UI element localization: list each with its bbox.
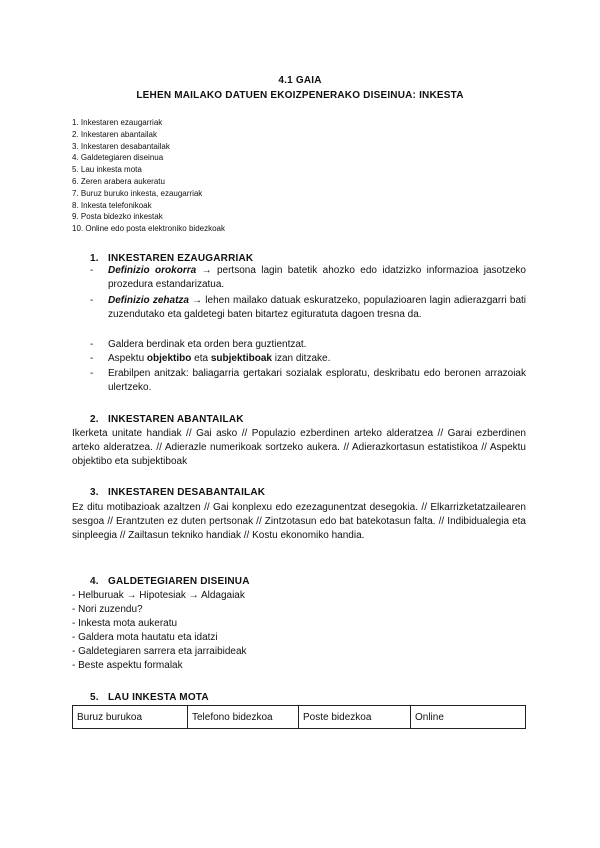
list-item: - Galdetegiaren sarrera eta jarraibideak [72,646,247,657]
toc-item: 10. Online edo posta elektroniko bidezkoak [72,224,225,234]
aspects-suffix: izan ditzake. [271,353,331,364]
table-cell: Poste bidezkoa [299,706,411,729]
section-3-heading [90,486,265,499]
section-5-heading [90,691,209,704]
disadvantages-paragraph: Ez ditu motibazioak azaltzen // Gai konplexu edo ezezagunentzat desegokia. // Elkarrizketatzailearen sesgoa // Erantzuten ez duten pertsonak // Zintzotasun edo bat batekotasun falta. // Indibidualegia eta sinpleegia // Zailtasun tekniko handiak // Kostu ekonomiko handia. [72,502,526,541]
toc-item: 5. Lau inkesta mota [72,165,142,175]
section-number: 5. [90,692,99,703]
list-item: - Galdera mota hautatu eta idatzi [72,632,218,643]
toc-item: 2. Inkestaren abantailak [72,129,157,139]
general-definition-text: → pertsona lagin batetik ahozko edo idatzizko informazioa jasotzeko prozedura estandarizatua. [108,265,526,290]
section-number: 4. [90,576,99,587]
bullet-dash: - [90,295,94,306]
toc-item: 8. Inkesta telefonikoak [72,200,152,210]
bullet-multiple-uses [90,367,526,395]
bullet-dash: - [90,368,94,379]
bullet-general-definition [90,264,526,292]
section-2-heading [90,413,244,426]
toc-item: 9. Posta bidezko inkestak [72,212,163,222]
section-title: INKESTAREN ABANTAILAK [108,414,244,425]
section-number: 2. [90,414,99,425]
bullet-aspects [90,352,526,366]
same-questions-text: Galdera berdinak eta orden bera guztientzat. [108,339,307,350]
toc-item: 7. Buruz buruko inkesta, ezaugarriak [72,188,203,198]
toc-item: 3. Inkestaren desabantailak [72,141,170,151]
bullet-dash: - [90,339,94,350]
aspects-subjective: subjektiboak [210,353,272,364]
multiple-uses-text: Erabilpen anitzak: baliagarria gertakari sozialak esploratu, deskribatu edo beronen arrazoiak ulertzeko. [108,368,526,393]
toc-item: 1. Inkestaren ezaugarriak [72,118,163,127]
table-row [73,706,526,729]
list-item: - Inkesta mota aukeratu [72,618,178,629]
aspects-prefix: Aspektu [108,353,147,364]
term-general-definition: Definizio orokorra [108,265,197,276]
section-number: 3. [90,487,99,498]
section-title: GALDETEGIAREN DISEINUA [108,576,250,587]
bullet-same-questions [90,338,526,352]
list-item: - Helburuak → Hipotesiak → Aldagaiak [72,590,245,601]
aspects-objective: objektibo [146,353,192,364]
section-title: LAU INKESTA MOTA [108,692,209,703]
aspects-middle: eta [191,353,211,364]
bullet-dash: - [90,265,94,276]
table-cell: Telefono bidezkoa [188,706,299,729]
document-header [0,74,600,102]
specific-definition-text: → lehen mailako datuak eskuratzeko, populazioaren lagin adierazgarri bati zuzendutako eta galdetegi baten bitartez egituratuta dagoen tresna da. [108,295,527,320]
section-4-heading [90,575,250,588]
list-item: - Beste aspektu formalak [72,660,183,671]
table-of-contents [72,117,225,235]
bullet-dash: - [90,353,94,364]
toc-item: 6. Zeren arabera aukeratu [72,176,165,186]
questionnaire-design-list [72,589,247,673]
table-cell: Online [411,706,526,729]
toc-item: 4. Galdetegiaren diseinua [72,153,164,163]
section-number: 1. [90,253,99,264]
survey-types-table [72,705,526,729]
chapter-label: 4.1 GAIA [278,75,322,86]
table-cell: Buruz burukoa [73,706,188,729]
document-title: LEHEN MAILAKO DATUEN EKOIZPENERAKO DISEINUA: INKESTA [136,90,464,101]
bullet-specific-definition [90,294,526,322]
section-title: INKESTAREN DESABANTAILAK [108,487,266,498]
section-title: INKESTAREN EZAUGARRIAK [108,253,254,264]
list-item: - Nori zuzendu? [72,604,143,615]
advantages-paragraph: Ikerketa unitate handiak // Gai asko // Populazio ezberdinen arteko alderatzea // Garai ezberdinen arteko alderatzea. // Adierazle numerikoak sortzeko aukera. // Adierazkortasun estatistikoa // Aspektu objektibo eta subjektiboak [72,428,526,467]
term-specific-definition: Definizio zehatza [108,295,189,306]
